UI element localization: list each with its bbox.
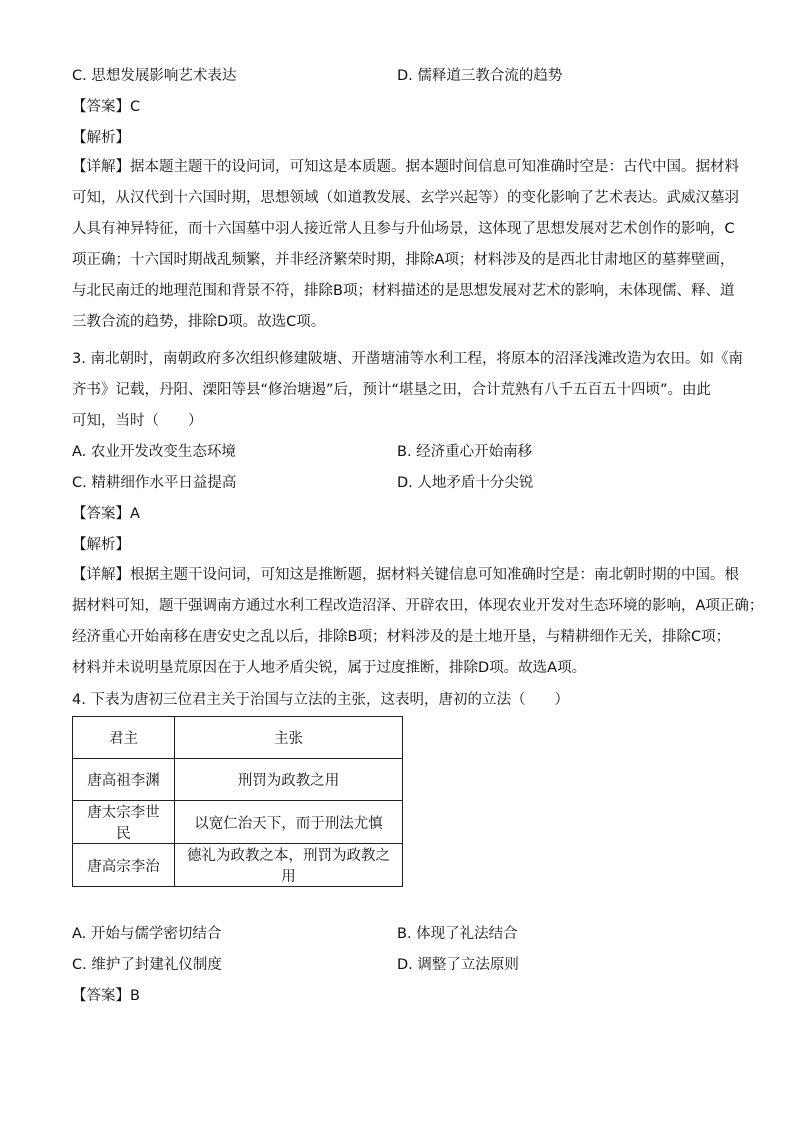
q3-answer: 【答案】A <box>72 506 140 522</box>
q3-option-d: D. 人地矛盾十分尖锐 <box>397 475 534 491</box>
table-header-row <box>73 717 403 759</box>
q2-option-d: D. 儒释道三教合流的趋势 <box>397 68 563 84</box>
table-cell-ruler: 唐高宗李治 <box>73 844 175 887</box>
q3-stem-line: 3. 南北朝时，南朝政府多次组织修建陂塘、开凿塘浦等水利工程，将原本的沼泽浅滩改造为农田。如《南 <box>72 351 743 367</box>
table-cell-position: 以宽仁治天下，而于刑法尤慎 <box>175 801 403 844</box>
q3-detail-line: 材料并未说明垦荒原因在于人地矛盾尖锐，属于过度推断，排除D项。故选A项。 <box>72 660 587 676</box>
q3-stem <box>72 344 743 437</box>
q3-option-c: C. 精耕细作水平日益提高 <box>72 475 237 491</box>
q4-stem: 4. 下表为唐初三位君主关于治国与立法的主张，这表明，唐初的立法（ ） <box>72 692 569 708</box>
table-header-ruler: 君主 <box>73 717 175 759</box>
q2-detail-line: 三教合流的趋势，排除D项。故选C项。 <box>72 314 326 330</box>
q4-option-c: C. 维护了封建礼仪制度 <box>72 957 222 973</box>
q2-detail-line: 人具有神异特征，而十六国墓中羽人接近常人且参与升仙场景，这体现了思想发展对艺术创作的影响，C <box>72 221 735 237</box>
q4-option-d: D. 调整了立法原则 <box>397 957 519 973</box>
q2-detail-line: 项正确；十六国时期战乱频繁，并非经济繁荣时期，排除A项；材料涉及的是西北甘肃地区的墓葬壁画， <box>72 252 735 268</box>
q2-detail-line: 可知，从汉代到十六国时期，思想领域（如道教发展、玄学兴起等）的变化影响了艺术表达。武威汉墓羽 <box>72 190 739 206</box>
q4-option-a: A. 开始与儒学密切结合 <box>72 926 222 942</box>
table-row <box>73 759 403 801</box>
q2-analysis-label: 【解析】 <box>72 130 130 146</box>
q2-detail <box>72 152 739 338</box>
q3-analysis-label: 【解析】 <box>72 537 130 553</box>
table-cell-position: 刑罚为政教之用 <box>175 759 403 801</box>
q2-detail-line: 【详解】据本题主题干的设问词，可知这是本质题。据本题时间信息可知准确时空是：古代中国。据材料 <box>72 159 739 175</box>
table-header-position: 主张 <box>175 717 403 759</box>
table-row <box>73 801 403 844</box>
table-row <box>73 844 403 887</box>
q4-answer: 【答案】B <box>72 988 140 1004</box>
q3-detail-line: 经济重心开始南移在唐安史之乱以后，排除B项；材料涉及的是土地开垦，与精耕细作无关，排除C项； <box>72 629 731 645</box>
q3-detail <box>72 560 764 684</box>
q3-detail-line: 据材料可知，题干强调南方通过水利工程改造沼泽、开辟农田，体现农业开发对生态环境的影响，A项正确； <box>72 598 764 614</box>
q2-detail-line: 与北民南迁的地理范围和背景不符，排除B项；材料描述的是思想发展对艺术的影响，未体现儒、释、道 <box>72 283 735 299</box>
q2-option-c: C. 思想发展影响艺术表达 <box>72 68 237 84</box>
q3-option-b: B. 经济重心开始南移 <box>397 444 533 460</box>
q2-answer: 【答案】C <box>72 99 141 115</box>
table-cell-ruler: 唐太宗李世民 <box>73 801 175 844</box>
table-cell-ruler: 唐高祖李渊 <box>73 759 175 801</box>
q3-stem-line: 可知，当时（ ） <box>72 413 203 429</box>
q4-table <box>72 716 403 887</box>
q3-option-a: A. 农业开发改变生态环境 <box>72 444 236 460</box>
q3-stem-line: 齐书》记载，丹阳、溧阳等县“修治塘遏”后，预计“堪垦之田，合计荒熟有八千五百五十四顷”。由此 <box>72 382 712 398</box>
table-cell-position: 德礼为政教之本，刑罚为政教之用 <box>175 844 403 887</box>
q4-option-b: B. 体现了礼法结合 <box>397 926 518 942</box>
q3-detail-line: 【详解】根据主题干设问词，可知这是推断题，据材料关键信息可知准确时空是：南北朝时期的中国。根 <box>72 567 739 583</box>
